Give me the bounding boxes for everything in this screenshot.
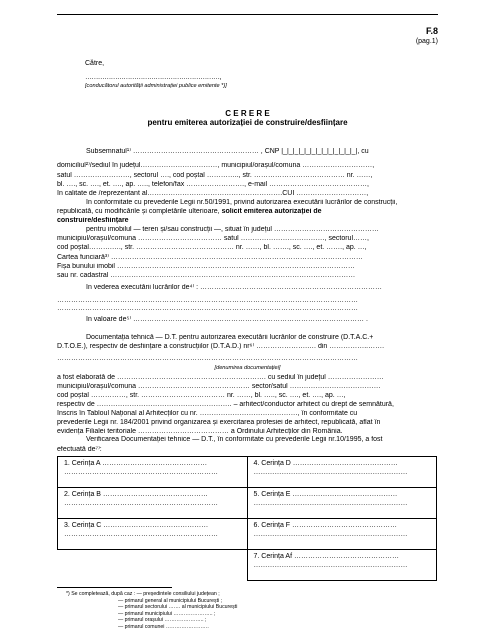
requirement-label: 7. Cerința Af ……………………………………… <box>253 553 399 560</box>
form-line: înscris în Tabloul Național al Arhitecților cu nr. ……………………………………, în conformitate cu <box>57 410 358 417</box>
footnote-1: — primarul general al municipiului București ; <box>118 597 223 604</box>
requirement-cell <box>247 550 437 581</box>
form-line: [denumirea documentației] <box>214 365 281 371</box>
form-line: prevederile Legii nr. 184/2001 privind organizarea și exercitarea profesiei de arhitect, republicată, aflat în <box>57 419 381 426</box>
requirement-dots: ………………………………………………………… <box>253 500 408 507</box>
form-line: În vederea executării lucrărilor de⁴⁾ : …………………………………………………………………… <box>86 284 383 291</box>
footnote-3: — primarul municipiului ………………….. ; <box>118 610 216 617</box>
form-line: cod poștal……….…., str. …………………………………… nr. ……, bl. ……., sc. …., et. ……., ap. …, <box>57 244 367 251</box>
document-title: C E R E R E <box>225 109 270 118</box>
requirement-cell <box>58 488 248 519</box>
requirement-label: 6. Cerința F ……………………………………… <box>253 522 398 529</box>
requirement-dots: ………………………………………………………… <box>64 469 218 476</box>
emphasis: solicit emiterea autorizației de <box>221 208 322 215</box>
form-line: evidența Filialei teritoriale ………………………………… a Ordinului Arhitecților din România. <box>57 428 343 435</box>
requirement-dots: ………………………………………………………… <box>253 562 408 569</box>
page-label: (pag.1) <box>415 38 438 45</box>
form-line: a fost elaborată de ………………………………………………………. cu sediul în județul …………………… <box>57 374 384 381</box>
requirement-label: 2. Cerința B ……………………………………… <box>64 491 208 498</box>
footnote-5: — primarul comunei ……………………. <box>118 623 209 630</box>
addressee-dots: ………………………………………………………, <box>85 74 221 81</box>
addressee-to: Către, <box>85 60 105 67</box>
form-line: construire/desființare <box>57 217 129 224</box>
addressee-note: [conducătorul autorității administrației publice emitente *)] <box>85 83 227 89</box>
form-line: Fișa bunului imobil ………………………………………………………………………………………… <box>57 263 355 270</box>
requirement-dots: ………………………………………………………… <box>253 531 408 538</box>
form-line: respectiv de …………………………………………………. – arhitect/conductor arhitect cu drept de semnătură, <box>57 401 394 408</box>
table-row <box>58 488 437 519</box>
requirement-dots: ………………………………………………………… <box>64 531 218 538</box>
form-line: efectuată de⁷⁾: <box>57 446 102 453</box>
requirement-label: 3. Cerința C ……………………………………… <box>64 522 209 529</box>
requirement-label: 4. Cerința D ……………………………………… <box>253 460 398 467</box>
form-line: Documentația tehnică — D.T. pentru autorizarea executării lucrărilor de construire (D.T.A.C.+ <box>86 334 374 341</box>
requirement-cell <box>58 457 248 488</box>
requirement-dots: ………………………………………………………… <box>64 500 218 507</box>
requirements-table <box>57 456 437 581</box>
requirement-label: 5. Cerința E ……………………………………… <box>253 491 398 498</box>
form-line: ………………………………………………………………………………………………………………… <box>57 297 358 304</box>
form-line: domiciliul²⁾/sediul în județul……………………………, municipiul/orașul/comuna …………………………, <box>57 162 375 169</box>
form-line: În valoare de⁵⁾ ……………………………………………………………………………………… . <box>86 316 368 323</box>
form-line: sau nr. cadastral …………………………………………………………………………………………… <box>57 272 356 279</box>
form-line: ………………………………………………………………………………………………………………… <box>57 355 358 362</box>
form-line: Cartea funciară³⁾ ……………………………………………………………………………………………… <box>57 254 363 261</box>
form-line: ………………………………………………………………………………………………………………… <box>57 305 358 312</box>
table-row <box>58 519 437 550</box>
form-line: Subsemnatul¹⁾ ……………………………………………… , CNP |_|_|_|_|_|_|_|_|_|_|_|_|_|, cu <box>86 148 369 155</box>
footnote-rule <box>57 587 172 588</box>
header-rule <box>57 14 438 15</box>
footnote-4: — primarul orașului ………………….. ; <box>118 617 207 623</box>
requirement-label: 1. Cerința A ……………………………………… <box>64 460 208 467</box>
form-line: municipiul/orașul/comuna ………………………………………… sector/satul ………………………………… <box>57 383 381 390</box>
document-subtitle: pentru emiterea autorizației de construire/desființare <box>147 118 348 127</box>
requirement-cell <box>247 488 437 519</box>
requirement-cell <box>247 457 437 488</box>
form-line: municipiul/orașul/comuna ……………………………… satul ………………………………, sectorul……, <box>57 235 369 242</box>
table-row <box>58 550 437 581</box>
form-line: cod poștal ……………, str. ……………………………… nr. ……, bl. ….., sc. …., et. …., ap. …, <box>57 392 346 399</box>
form-line: republicată, cu modificările și completările ulterioare, solicit emiterea autorizației de <box>57 208 322 215</box>
form-line: D.T.O.E.), respectiv de desființare a construcțiilor (D.T.A.D.) nr⁶⁾ ………………….…. din ……………..……. <box>57 343 385 350</box>
form-line: în calitate de /reprezentant al………………………………………………….CUI …………………………, <box>57 190 369 197</box>
requirement-cell <box>247 519 437 550</box>
footnote-2: — primarul sectorului ……. al municipiului București <box>118 604 238 610</box>
form-line: Verificarea Documentației tehnice — D.T., în conformitate cu prevederile Legii nr.10/1995, a fost <box>86 436 383 443</box>
requirement-dots: ………………………………………………………… <box>253 469 408 476</box>
form-code: F.8 <box>425 26 438 36</box>
table-row <box>58 457 437 488</box>
form-line: bl. …., sc. …., et. …., ap. ….., telefon/fax ……………………., e-mail ……………………………………, <box>57 181 369 188</box>
footnote-0: *) Se completează, după caz : — președintele consiliului județean ; <box>66 591 220 597</box>
form-line: satul ……………………, sectorul …., cod poștal ………….., str. ………………………………… nr. ……, <box>57 172 373 179</box>
empty-cell <box>58 550 248 581</box>
form-line: pentru imobilul — teren și/sau construcții —, situat în județul ……………………………………… <box>86 226 379 233</box>
requirement-cell <box>58 519 248 550</box>
form-line: În conformitate cu prevederile Legii nr.50/1991, privind autorizarea executării lucrărilor de construcții, <box>86 199 398 206</box>
